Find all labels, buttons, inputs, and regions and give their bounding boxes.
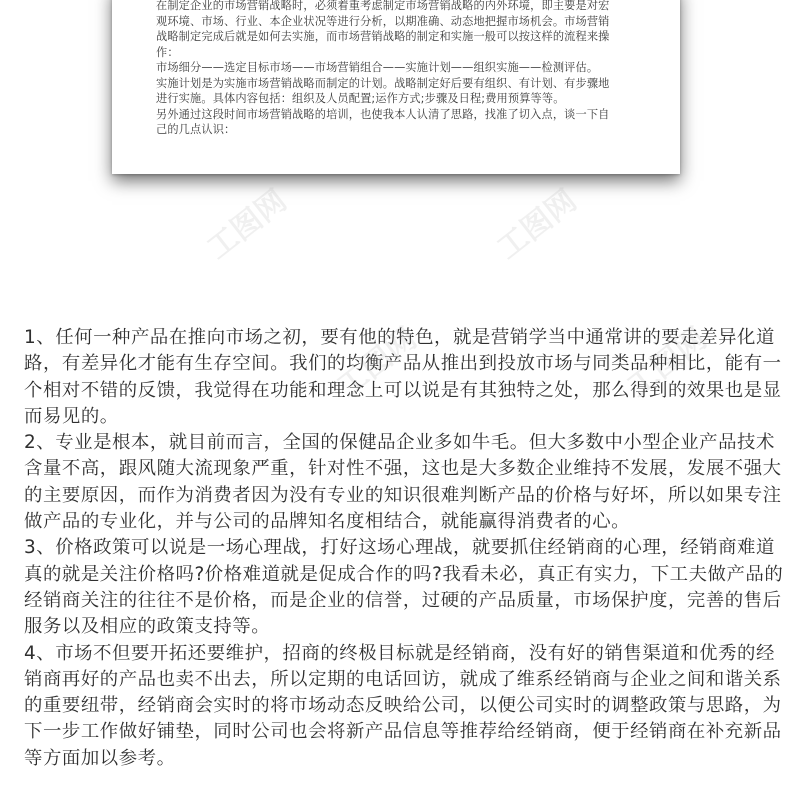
article-line: 服务以及相应的政策支持等。	[24, 616, 271, 638]
article-line: 的重要纽带，经销商会实时的将市场动态反映给公司，以便公司实时的调整政策与思路，为	[24, 695, 782, 717]
document-line: 实施计划是为实施市场营销战略而制定的计划。战略制定好后要有组织、有计划、有步骤地	[156, 76, 610, 90]
article-line: 做产品的专业化，并与公司的品牌知名度相结合，就能赢得消费者的心。	[24, 511, 631, 533]
article-line: 而易见的。	[24, 405, 119, 427]
document-line: 战略制定完成后就是如何去实施，而市场营销战略的制定和实施一般可以按这样的流程来操	[156, 30, 610, 43]
document-line: 市场细分——选定目标市场——市场营销组合——实施计划——组织实施——检测评估。	[156, 61, 599, 74]
article-line: 下一步工作做好铺垫，同时公司也会将新产品信息等推荐给经销商，便于经销商在补充新品	[24, 721, 782, 743]
article-line: 1、任何一种产品在推向市场之初，要有他的特色，就是营销学当中通常讲的要走差异化道	[24, 327, 775, 348]
document-image-card	[112, 0, 680, 174]
article-line: 4、市场不但要开拓还要维护，招商的终极目标就是经销商，没有好的销售渠道和优秀的经	[24, 642, 775, 664]
article-line: 2、专业是根本，就目前而言，全国的保健品企业多如牛毛。但大多数中小型企业产品技术	[24, 432, 775, 454]
article-line: 真的就是关注价格吗?价格难道就是促成合作的吗?我看未必，真正有实力，下工夫做产品的	[24, 563, 784, 585]
document-line: 观环境、市场、行业、本企业状况等进行分析，以期准确、动态地把握市场机会。市场营销	[156, 14, 610, 28]
article-line: 个相对不错的反馈，我觉得在功能和理念上可以说是有其独特之处，那么得到的效果也是显	[24, 379, 782, 401]
document-line: 在制定企业的市场营销战略时，必须着重考虑制定市场营销战略的内外环境，即主要是对宏	[156, 0, 610, 12]
article-line: 3、价格政策可以说是一场心理战，打好这场心理战，就要抓住经销商的心理，经销商难道	[24, 537, 775, 559]
document-line: 另外通过这段时间市场营销战略的培训，也使我本人认清了思路，找准了切入点，谈一下自	[156, 107, 610, 121]
article-line: 路，有差异化才能有生存空间。我们的均衡产品从推出到投放市场与同类品种相比，能有一	[24, 353, 782, 375]
article-body	[24, 325, 784, 772]
watermark: 工图网	[200, 183, 294, 267]
document-line: 作：	[156, 45, 179, 59]
document-line: 己的几点认识：	[156, 123, 236, 136]
watermark: 工图网	[620, 321, 714, 405]
article-line: 销商再好的产品也卖不出去，所以定期的电话回访，就成了维系经销商与企业之间和谐关系	[24, 668, 782, 690]
document-line: 进行实施。具体内容包括：组织及人员配置;运作方式;步骤及日程;费用预算等等。	[156, 92, 565, 105]
article-line: 含量不高，跟风随大流现象严重，针对性不强，这也是大多数企业维持不发展，发展不强大	[24, 458, 782, 480]
article-line: 的主要原因，而作为消费者因为没有专业的知识很难判断产品的价格与好坏，所以如果专注	[24, 484, 782, 506]
document-image-text	[156, 0, 646, 138]
article-line: 等方面加以参考。	[24, 747, 176, 769]
watermark: 工图网	[330, 321, 424, 405]
watermark: 工图网	[490, 183, 584, 267]
article-line: 经销商关注的往往不是价格，而是企业的信誉，过硬的产品质量，市场保护度，完善的售后	[24, 589, 782, 611]
